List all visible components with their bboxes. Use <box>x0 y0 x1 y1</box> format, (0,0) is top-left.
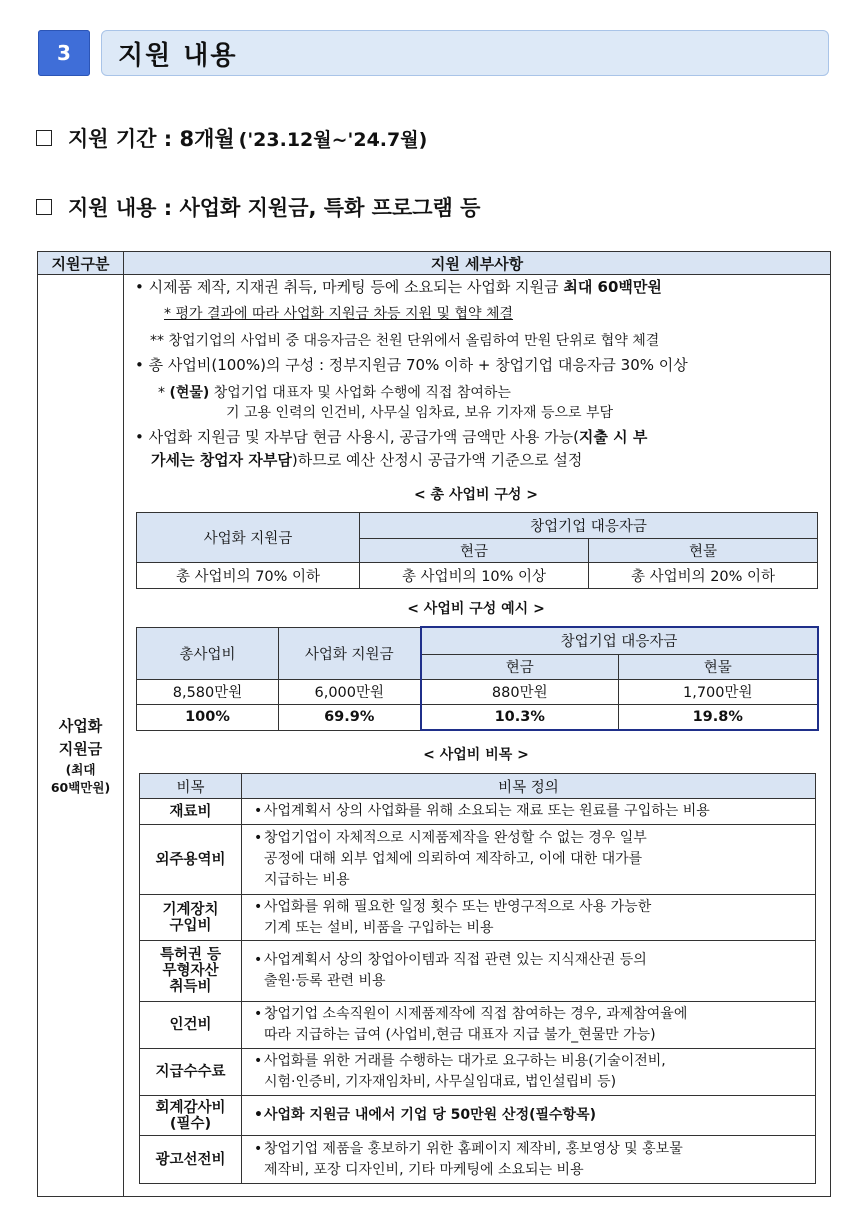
item-name: 기계장치 구입비 <box>140 895 242 941</box>
ex-amount-support: 6,000만원 <box>279 679 421 704</box>
ex-pct-support: 69.9% <box>279 704 421 730</box>
col-header-detail: 지원 세부사항 <box>124 252 830 275</box>
period-label: 지원 기간 : 8개월 <box>68 127 235 151</box>
ex-h-inkind: 현물 <box>619 654 818 679</box>
category-cell <box>38 275 124 1196</box>
note-bullet-3: • 사업화 지원금 및 자부담 현금 사용시, 공급가액 금액만 사용 가능(지출 시 부 <box>135 428 648 446</box>
items-h-def: 비목 정의 <box>242 774 816 799</box>
item-name: 회계감사비 (필수) <box>140 1096 242 1136</box>
item-definition: • 사업계획서 상의 사업화를 위해 소요되는 재료 또는 원료를 구입하는 비용 <box>242 799 816 825</box>
items-caption: < 사업비 비목 > <box>423 747 529 763</box>
item-name: 광고선전비 <box>140 1136 242 1184</box>
item-name: 지급수수료 <box>140 1049 242 1096</box>
item-definition: •사업화 지원금 내에서 기업 당 50만원 산정(필수항목) <box>242 1096 816 1136</box>
ex-h-cash: 현금 <box>421 654 619 679</box>
ex-pct-inkind: 19.8% <box>619 704 818 730</box>
ex-amount-cash: 880만원 <box>421 679 619 704</box>
composition-table <box>136 512 818 589</box>
comp-v-inkind: 총 사업비의 20% 이하 <box>589 563 818 589</box>
col-header-category: 지원구분 <box>38 252 124 275</box>
items-h-item: 비목 <box>140 774 242 799</box>
note-star-3: * (현물) 창업기업 대표자 및 사업화 수행에 직접 참여하는 <box>158 385 511 401</box>
category-label: 사업화 지원금 (최대 60백만원) <box>50 717 111 795</box>
item-definition: • 사업화를 위해 필요한 일정 횟수 또는 반영구적으로 사용 가능한 기계 또는 설비, 비품을 구입하는 비용 <box>242 895 816 941</box>
note-bullet-3-cont: 가세는 창업자 자부담)하므로 예산 산정시 공급가액 기준으로 설정 <box>151 451 583 469</box>
item-definition: • 창업기업이 자체적으로 시제품제작을 완성할 수 없는 경우 일부 공정에 대해 외부 업체에 의뢰하여 제작하고, 이에 대한 대가를 지급하는 비용 <box>242 825 816 895</box>
period-line <box>36 123 427 153</box>
note-star-3-cont: 기 고용 인력의 인건비, 사무실 임차료, 보유 기자재 등으로 부담 <box>226 405 614 421</box>
comp-h-inkind: 현물 <box>589 539 818 563</box>
ex-pct-cash: 10.3% <box>421 704 619 730</box>
comp-h-support: 사업화 지원금 <box>137 513 360 563</box>
item-definition: • 창업기업 제품을 홍보하기 위한 홈페이지 제작비, 홍보영상 및 홍보물 제작비, 포장 디자인비, 기타 마케팅에 소요되는 비용 <box>242 1136 816 1184</box>
item-definition: • 사업화를 위한 거래를 수행하는 대가로 요구하는 비용(기술이전비, 시험·인증비, 기자재임차비, 사무실임대료, 법인설립비 등) <box>242 1049 816 1096</box>
ex-pct-total: 100% <box>137 704 279 730</box>
ex-amount-inkind: 1,700만원 <box>619 679 818 704</box>
period-detail: ('23.12월~'24.7월) <box>238 128 428 151</box>
content-line <box>36 192 480 222</box>
comp-v-support: 총 사업비의 70% 이하 <box>137 563 360 589</box>
item-name: 외주용역비 <box>140 825 242 895</box>
note-bullet-1: • 시제품 제작, 지재권 취득, 마케팅 등에 소요되는 사업화 지원금 최대 60백만원 <box>135 278 662 296</box>
item-definition: • 사업계획서 상의 창업아이템과 직접 관련 있는 지식재산권 등의 출원·등록 관련 비용 <box>242 941 816 1002</box>
ex-h-support: 사업화 지원금 <box>279 627 421 679</box>
content-label: 지원 내용 : 사업화 지원금, 특화 프로그램 등 <box>68 196 481 220</box>
comp-v-cash: 총 사업비의 10% 이상 <box>360 563 589 589</box>
item-name: 재료비 <box>140 799 242 825</box>
example-table <box>136 626 819 731</box>
comp-h-cash: 현금 <box>360 539 589 563</box>
composition-caption: < 총 사업비 구성 > <box>413 487 539 503</box>
comp-h-matching: 창업기업 대응자금 <box>360 513 818 539</box>
section-title: 지원 내용 <box>101 30 829 76</box>
items-table <box>139 773 816 1184</box>
section-number-badge: 3 <box>38 30 90 76</box>
ex-amount-total: 8,580만원 <box>137 679 279 704</box>
ex-h-matching: 창업기업 대응자금 <box>421 627 818 654</box>
item-name: 인건비 <box>140 1002 242 1049</box>
checkbox-square-icon <box>36 130 52 146</box>
note-bullet-2: • 총 사업비(100%)의 구성 : 정부지원금 70% 이하 + 창업기업 대응자금 30% 이상 <box>135 356 688 374</box>
note-star-1: * 평가 결과에 따라 사업화 지원금 차등 지원 및 협약 체결 <box>164 306 514 322</box>
item-definition: • 창업기업 소속직원이 시제품제작에 직접 참여하는 경우, 과제참여율에 따라 지급하는 급여 (사업비,현금 대표자 지급 불가_현물만 가능) <box>242 1002 816 1049</box>
note-star-2: ** 창업기업의 사업비 중 대응자금은 천원 단위에서 올림하여 만원 단위로 협약 체결 <box>150 333 660 349</box>
ex-h-total: 총사업비 <box>137 627 279 679</box>
checkbox-square-icon <box>36 199 52 215</box>
item-name: 특허권 등 무형자산 취득비 <box>140 941 242 1002</box>
example-caption: < 사업비 구성 예시 > <box>407 601 545 617</box>
